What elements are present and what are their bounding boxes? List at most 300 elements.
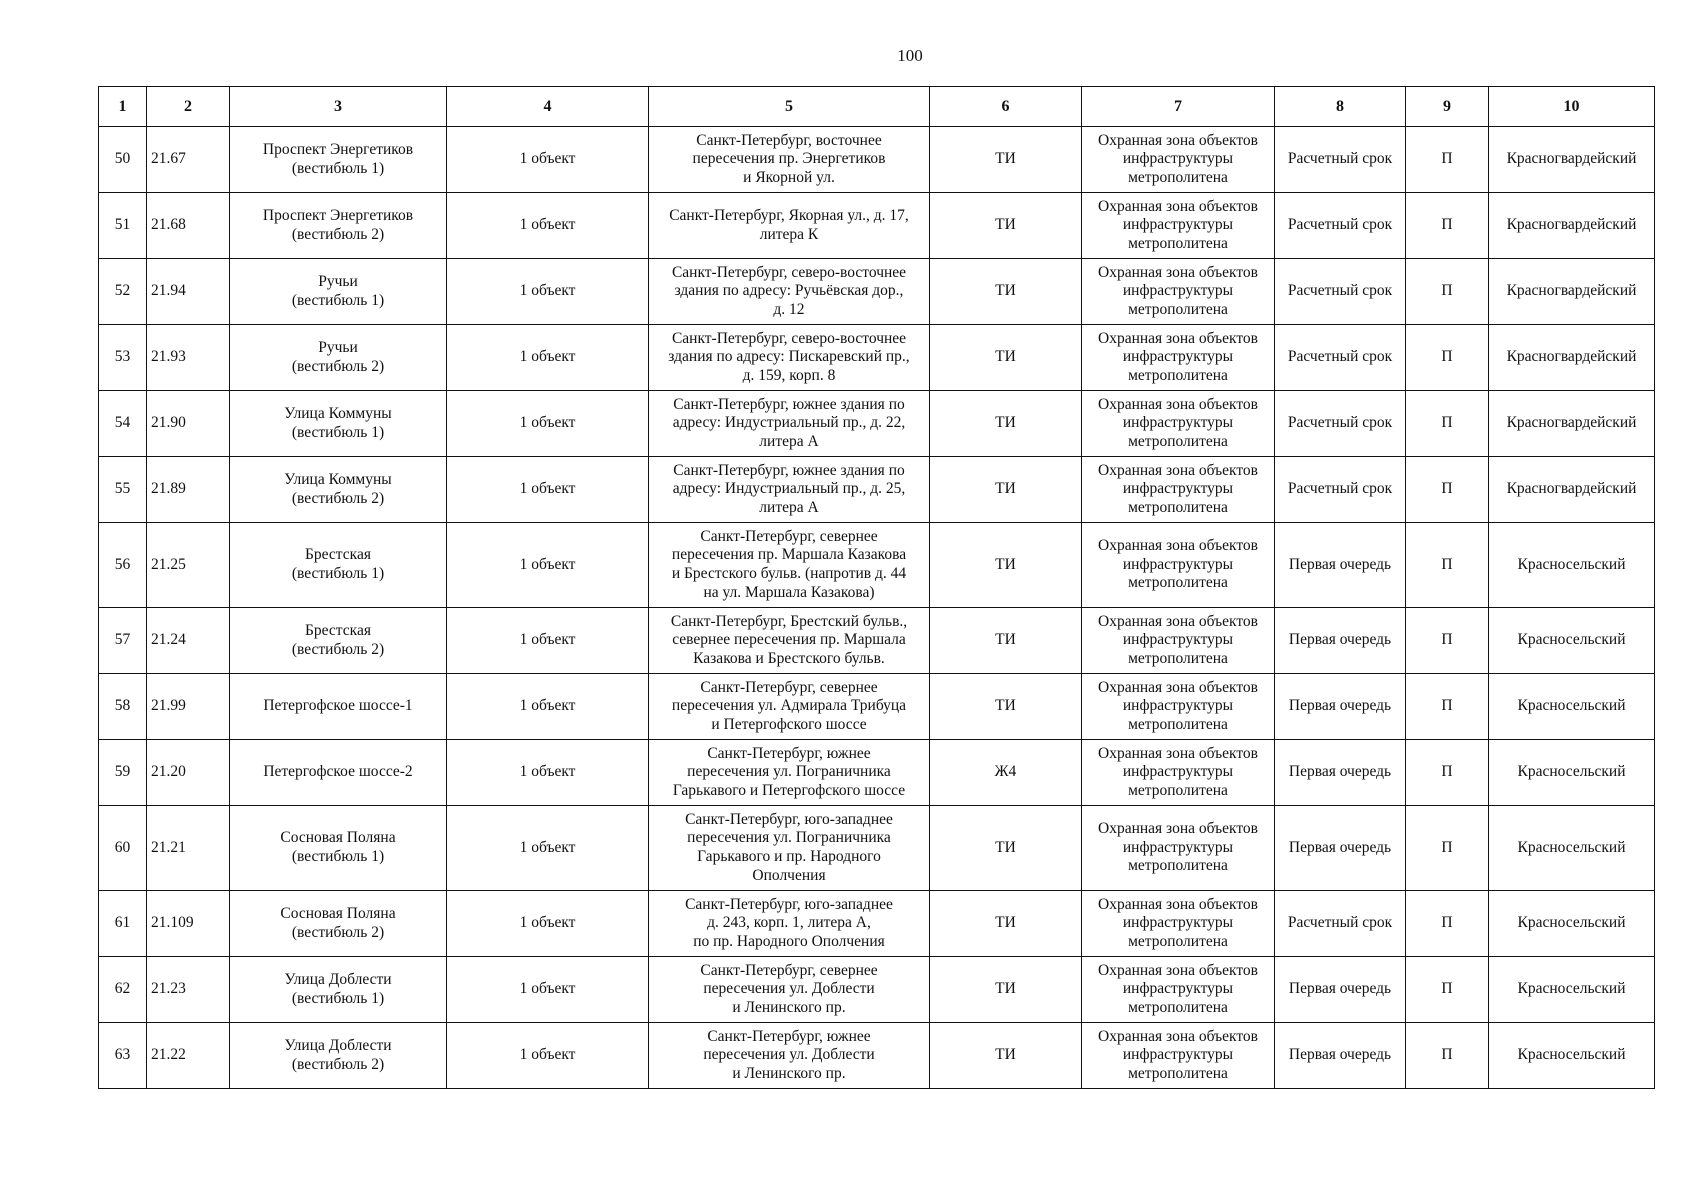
- cell-text: 1 объект: [519, 838, 576, 856]
- cell-text: Красногвардейский: [1506, 480, 1637, 498]
- cell-text: ТИ: [995, 216, 1016, 234]
- district-cell: [1489, 957, 1655, 1023]
- cell-text: 1 объект: [519, 480, 576, 498]
- cell-text: 1 объект: [519, 980, 576, 998]
- restriction-cell: [1082, 740, 1275, 806]
- row-number-cell: [99, 325, 147, 391]
- district-cell: [1489, 127, 1655, 193]
- code-cell: [147, 391, 230, 457]
- object-count-cell: [447, 259, 649, 325]
- cell-text: Охранная зона объектов инфраструктуры метрополитена: [1098, 612, 1258, 667]
- station-name-cell: [230, 891, 447, 957]
- restriction-cell: [1082, 523, 1275, 608]
- district-cell: [1489, 740, 1655, 806]
- cell-text: П: [1441, 216, 1453, 234]
- code-cell: [147, 259, 230, 325]
- table-row: [99, 391, 1655, 457]
- cell-text: П: [1441, 1046, 1453, 1064]
- station-name-cell: [230, 523, 447, 608]
- code-cell: [147, 193, 230, 259]
- object-count-cell: [447, 1023, 649, 1089]
- cell-text: Санкт-Петербург, Брестский бульв., севернее пересечения пр. Маршала Казакова и Брестского бульв.: [670, 612, 908, 667]
- status-cell: [1406, 127, 1489, 193]
- address-cell: [649, 127, 930, 193]
- cell-text: Красносельский: [1517, 763, 1626, 781]
- cell-text: 21.94: [151, 282, 186, 300]
- object-count-cell: [447, 806, 649, 891]
- cell-text: 1 объект: [519, 914, 576, 932]
- row-number-cell: [99, 608, 147, 674]
- zone-cell: [930, 957, 1082, 1023]
- zone-cell: [930, 193, 1082, 259]
- cell-text: П: [1441, 980, 1453, 998]
- code-cell: [147, 457, 230, 523]
- cell-text: 63: [114, 1046, 131, 1064]
- cell-text: Охранная зона объектов инфраструктуры метрополитена: [1098, 131, 1258, 186]
- cell-text: 1 объект: [519, 697, 576, 715]
- term-cell: [1275, 891, 1406, 957]
- column-header: 7: [1082, 87, 1275, 127]
- column-header: 1: [99, 87, 147, 127]
- term-cell: [1275, 193, 1406, 259]
- restriction-cell: [1082, 457, 1275, 523]
- station-name-cell: [230, 325, 447, 391]
- code-cell: [147, 806, 230, 891]
- cell-text: Красногвардейский: [1506, 282, 1637, 300]
- cell-text: Красногвардейский: [1506, 348, 1637, 366]
- cell-text: 56: [114, 555, 131, 573]
- cell-text: 58: [114, 697, 131, 715]
- cell-text: 1 объект: [519, 414, 576, 432]
- cell-text: Охранная зона объектов инфраструктуры метрополитена: [1098, 329, 1258, 384]
- restriction-cell: [1082, 674, 1275, 740]
- cell-text: Первая очередь: [1288, 763, 1392, 781]
- row-number-cell: [99, 391, 147, 457]
- zone-cell: [930, 457, 1082, 523]
- station-name-cell: [230, 259, 447, 325]
- zone-cell: [930, 674, 1082, 740]
- status-cell: [1406, 608, 1489, 674]
- cell-text: Первая очередь: [1288, 697, 1392, 715]
- cell-text: Расчетный срок: [1287, 414, 1393, 432]
- cell-text: Красносельский: [1517, 838, 1626, 856]
- cell-text: Красносельский: [1517, 1046, 1626, 1064]
- zone-cell: [930, 1023, 1082, 1089]
- column-header: 3: [230, 87, 447, 127]
- cell-text: П: [1441, 348, 1453, 366]
- cell-text: Охранная зона объектов инфраструктуры метрополитена: [1098, 744, 1258, 799]
- term-cell: [1275, 391, 1406, 457]
- restriction-cell: [1082, 957, 1275, 1023]
- cell-text: Санкт-Петербург, южнее здания по адресу: Индустриальный пр., д. 22, литера А: [672, 395, 906, 450]
- status-cell: [1406, 325, 1489, 391]
- address-cell: [649, 806, 930, 891]
- column-header: 10: [1489, 87, 1655, 127]
- cell-text: Первая очередь: [1288, 631, 1392, 649]
- cell-text: ТИ: [995, 631, 1016, 649]
- district-cell: [1489, 193, 1655, 259]
- cell-text: 21.99: [151, 697, 186, 715]
- status-cell: [1406, 259, 1489, 325]
- cell-text: Охранная зона объектов инфраструктуры метрополитена: [1098, 537, 1258, 592]
- row-number-cell: [99, 193, 147, 259]
- cell-text: 1 объект: [519, 282, 576, 300]
- address-cell: [649, 1023, 930, 1089]
- cell-text: Улица Доблести (вестибюль 1): [284, 970, 392, 1007]
- code-cell: [147, 523, 230, 608]
- cell-text: 51: [114, 216, 131, 234]
- term-cell: [1275, 608, 1406, 674]
- cell-text: Расчетный срок: [1287, 348, 1393, 366]
- cell-text: Санкт-Петербург, юго-западнее д. 243, корп. 1, литера А, по пр. Народного Ополчения: [685, 895, 893, 950]
- cell-text: 57: [114, 631, 131, 649]
- table-body: [99, 127, 1655, 1089]
- cell-text: ТИ: [995, 480, 1016, 498]
- zone-cell: [930, 325, 1082, 391]
- table-row: [99, 325, 1655, 391]
- code-cell: [147, 325, 230, 391]
- object-count-cell: [447, 740, 649, 806]
- district-cell: [1489, 325, 1655, 391]
- cell-text: Улица Доблести (вестибюль 2): [284, 1036, 392, 1073]
- code-cell: [147, 891, 230, 957]
- cell-text: Проспект Энергетиков (вестибюль 2): [262, 206, 414, 243]
- address-cell: [649, 740, 930, 806]
- status-cell: [1406, 806, 1489, 891]
- cell-text: 21.22: [151, 1046, 186, 1064]
- station-name-cell: [230, 608, 447, 674]
- column-header: 8: [1275, 87, 1406, 127]
- address-cell: [649, 957, 930, 1023]
- district-cell: [1489, 1023, 1655, 1089]
- cell-text: Санкт-Петербург, южнее пересечения ул. Пограничника Гарькавого и Петергофского шоссе: [672, 744, 906, 799]
- cell-text: Санкт-Петербург, севернее пересечения ул. Доблести и Ленинского пр.: [700, 961, 878, 1016]
- cell-text: П: [1441, 414, 1453, 432]
- cell-text: ТИ: [995, 348, 1016, 366]
- restriction-cell: [1082, 806, 1275, 891]
- cell-text: Красногвардейский: [1506, 150, 1637, 168]
- row-number-cell: [99, 740, 147, 806]
- row-number-cell: [99, 457, 147, 523]
- cell-text: Красносельский: [1517, 555, 1626, 573]
- cell-text: П: [1441, 763, 1453, 781]
- cell-text: 62: [114, 980, 131, 998]
- object-count-cell: [447, 457, 649, 523]
- zone-cell: [930, 740, 1082, 806]
- cell-text: 21.93: [151, 348, 186, 366]
- cell-text: 1 объект: [519, 555, 576, 573]
- status-cell: [1406, 523, 1489, 608]
- column-header: 9: [1406, 87, 1489, 127]
- term-cell: [1275, 740, 1406, 806]
- page-number: 100: [897, 46, 923, 65]
- restriction-cell: [1082, 193, 1275, 259]
- station-name-cell: [230, 391, 447, 457]
- zone-cell: [930, 806, 1082, 891]
- cell-text: ТИ: [995, 980, 1016, 998]
- object-count-cell: [447, 325, 649, 391]
- cell-text: Красносельский: [1517, 914, 1626, 932]
- cell-text: ТИ: [995, 914, 1016, 932]
- cell-text: Расчетный срок: [1287, 480, 1393, 498]
- term-cell: [1275, 674, 1406, 740]
- object-count-cell: [447, 608, 649, 674]
- cell-text: Санкт-Петербург, северо-восточнее здания по адресу: Пискаревский пр., д. 159, корп. 8: [668, 329, 910, 384]
- column-header: 4: [447, 87, 649, 127]
- column-header: 6: [930, 87, 1082, 127]
- cell-text: 50: [114, 150, 131, 168]
- status-cell: [1406, 1023, 1489, 1089]
- station-name-cell: [230, 674, 447, 740]
- cell-text: П: [1441, 555, 1453, 573]
- object-count-cell: [447, 891, 649, 957]
- station-name-cell: [230, 740, 447, 806]
- cell-text: Охранная зона объектов инфраструктуры метрополитена: [1098, 895, 1258, 950]
- cell-text: Красногвардейский: [1506, 216, 1637, 234]
- cell-text: 1 объект: [519, 216, 576, 234]
- cell-text: Первая очередь: [1288, 980, 1392, 998]
- zone-cell: [930, 127, 1082, 193]
- zone-cell: [930, 523, 1082, 608]
- cell-text: Проспект Энергетиков (вестибюль 1): [262, 140, 414, 177]
- table-row: [99, 806, 1655, 891]
- address-cell: [649, 523, 930, 608]
- cell-text: Красносельский: [1517, 631, 1626, 649]
- cell-text: 1 объект: [519, 1046, 576, 1064]
- station-name-cell: [230, 806, 447, 891]
- cell-text: Санкт-Петербург, восточнее пересечения пр. Энергетиков и Якорной ул.: [692, 131, 886, 186]
- registry-table: [98, 86, 1655, 1089]
- table-row: [99, 608, 1655, 674]
- cell-text: 21.89: [151, 480, 186, 498]
- cell-text: Санкт-Петербург, северо-восточнее здания по адресу: Ручьёвская дор., д. 12: [671, 263, 907, 318]
- cell-text: Первая очередь: [1288, 838, 1392, 856]
- term-cell: [1275, 1023, 1406, 1089]
- cell-text: Санкт-Петербург, южнее здания по адресу: Индустриальный пр., д. 25, литера А: [672, 461, 906, 516]
- cell-text: 21.90: [151, 414, 186, 432]
- cell-text: Охранная зона объектов инфраструктуры метрополитена: [1098, 961, 1258, 1016]
- status-cell: [1406, 193, 1489, 259]
- cell-text: П: [1441, 480, 1453, 498]
- cell-text: Охранная зона объектов инфраструктуры метрополитена: [1098, 263, 1258, 318]
- cell-text: 52: [114, 282, 131, 300]
- cell-text: Сосновая Поляна (вестибюль 1): [280, 829, 396, 865]
- row-number-cell: [99, 891, 147, 957]
- restriction-cell: [1082, 608, 1275, 674]
- cell-text: ТИ: [995, 838, 1016, 856]
- cell-text: Брестская (вестибюль 2): [291, 621, 385, 658]
- cell-text: Первая очередь: [1288, 555, 1392, 573]
- cell-text: 61: [114, 914, 131, 932]
- table-row: [99, 957, 1655, 1023]
- status-cell: [1406, 674, 1489, 740]
- header-row: [99, 87, 1655, 127]
- table-row: [99, 193, 1655, 259]
- object-count-cell: [447, 193, 649, 259]
- cell-text: Охранная зона объектов инфраструктуры метрополитена: [1098, 197, 1258, 252]
- cell-text: 59: [114, 763, 131, 781]
- cell-text: Охранная зона объектов инфраструктуры метрополитена: [1098, 461, 1258, 516]
- cell-text: ТИ: [995, 414, 1016, 432]
- cell-text: Сосновая Поляна (вестибюль 2): [280, 904, 396, 941]
- term-cell: [1275, 127, 1406, 193]
- cell-text: Красногвардейский: [1506, 414, 1637, 432]
- row-number-cell: [99, 674, 147, 740]
- cell-text: 53: [114, 348, 131, 366]
- cell-text: Петергофское шоссе-1: [263, 697, 413, 715]
- row-number-cell: [99, 957, 147, 1023]
- object-count-cell: [447, 127, 649, 193]
- table-row: [99, 674, 1655, 740]
- zone-cell: [930, 891, 1082, 957]
- restriction-cell: [1082, 127, 1275, 193]
- cell-text: 55: [114, 480, 131, 498]
- cell-text: П: [1441, 631, 1453, 649]
- address-cell: [649, 674, 930, 740]
- table-row: [99, 740, 1655, 806]
- cell-text: 21.67: [151, 150, 186, 168]
- code-cell: [147, 1023, 230, 1089]
- term-cell: [1275, 523, 1406, 608]
- district-cell: [1489, 674, 1655, 740]
- cell-text: Санкт-Петербург, южнее пересечения ул. Доблести и Ленинского пр.: [703, 1027, 875, 1082]
- term-cell: [1275, 957, 1406, 1023]
- cell-text: 60: [114, 838, 131, 856]
- restriction-cell: [1082, 259, 1275, 325]
- address-cell: [649, 891, 930, 957]
- cell-text: ТИ: [995, 282, 1016, 300]
- row-number-cell: [99, 1023, 147, 1089]
- restriction-cell: [1082, 391, 1275, 457]
- address-cell: [649, 391, 930, 457]
- cell-text: 21.109: [151, 914, 194, 932]
- cell-text: 21.25: [151, 555, 186, 573]
- table-row: [99, 127, 1655, 193]
- cell-text: Охранная зона объектов инфраструктуры метрополитена: [1098, 820, 1258, 875]
- cell-text: Расчетный срок: [1287, 914, 1393, 932]
- cell-text: П: [1441, 697, 1453, 715]
- table-row: [99, 259, 1655, 325]
- cell-text: Санкт-Петербург, севернее пересечения ул. Адмирала Трибуца и Петергофского шоссе: [671, 678, 907, 733]
- code-cell: [147, 957, 230, 1023]
- cell-text: Охранная зона объектов инфраструктуры метрополитена: [1098, 395, 1258, 450]
- station-name-cell: [230, 1023, 447, 1089]
- restriction-cell: [1082, 325, 1275, 391]
- cell-text: 1 объект: [519, 763, 576, 781]
- cell-text: 21.20: [151, 763, 186, 781]
- address-cell: [649, 457, 930, 523]
- district-cell: [1489, 891, 1655, 957]
- term-cell: [1275, 806, 1406, 891]
- code-cell: [147, 740, 230, 806]
- cell-text: П: [1441, 282, 1453, 300]
- cell-text: Ручьи (вестибюль 2): [291, 338, 385, 375]
- station-name-cell: [230, 957, 447, 1023]
- cell-text: 21.68: [151, 216, 186, 234]
- cell-text: П: [1441, 838, 1453, 856]
- code-cell: [147, 674, 230, 740]
- cell-text: 54: [114, 414, 131, 432]
- cell-text: Расчетный срок: [1287, 216, 1393, 234]
- cell-text: Красносельский: [1517, 980, 1626, 998]
- object-count-cell: [447, 957, 649, 1023]
- district-cell: [1489, 457, 1655, 523]
- zone-cell: [930, 608, 1082, 674]
- row-number-cell: [99, 127, 147, 193]
- cell-text: 21.21: [151, 838, 186, 856]
- station-name-cell: [230, 127, 447, 193]
- table-row: [99, 523, 1655, 608]
- address-cell: [649, 325, 930, 391]
- district-cell: [1489, 523, 1655, 608]
- term-cell: [1275, 325, 1406, 391]
- cell-text: ТИ: [995, 555, 1016, 573]
- cell-text: Расчетный срок: [1287, 150, 1393, 168]
- restriction-cell: [1082, 1023, 1275, 1089]
- term-cell: [1275, 259, 1406, 325]
- cell-text: П: [1441, 914, 1453, 932]
- station-name-cell: [230, 457, 447, 523]
- table-row: [99, 1023, 1655, 1089]
- table-row: [99, 457, 1655, 523]
- cell-text: Брестская (вестибюль 1): [291, 546, 385, 582]
- code-cell: [147, 127, 230, 193]
- station-name-cell: [230, 193, 447, 259]
- restriction-cell: [1082, 891, 1275, 957]
- address-cell: [649, 608, 930, 674]
- address-cell: [649, 193, 930, 259]
- status-cell: [1406, 457, 1489, 523]
- cell-text: Санкт-Петербург, юго-западнее пересечения ул. Пограничника Гарькавого и пр. Народного Ополчения: [685, 810, 893, 884]
- cell-text: Расчетный срок: [1287, 282, 1393, 300]
- cell-text: Охранная зона объектов инфраструктуры метрополитена: [1098, 678, 1258, 733]
- object-count-cell: [447, 523, 649, 608]
- address-cell: [649, 259, 930, 325]
- term-cell: [1275, 457, 1406, 523]
- object-count-cell: [447, 391, 649, 457]
- row-number-cell: [99, 806, 147, 891]
- cell-text: Петергофское шоссе-2: [263, 763, 413, 781]
- cell-text: ТИ: [995, 1046, 1016, 1064]
- district-cell: [1489, 608, 1655, 674]
- status-cell: [1406, 891, 1489, 957]
- cell-text: Санкт-Петербург, севернее пересечения пр. Маршала Казакова и Брестского бульв. (напротив д. 44 на ул. Маршала Казакова): [671, 527, 907, 601]
- cell-text: ТИ: [995, 150, 1016, 168]
- cell-text: 1 объект: [519, 150, 576, 168]
- row-number-cell: [99, 523, 147, 608]
- cell-text: Охранная зона объектов инфраструктуры метрополитена: [1098, 1027, 1258, 1082]
- column-header: 2: [147, 87, 230, 127]
- cell-text: ТИ: [995, 697, 1016, 715]
- cell-text: 21.23: [151, 980, 186, 998]
- cell-text: 21.24: [151, 631, 186, 649]
- table-row: [99, 891, 1655, 957]
- row-number-cell: [99, 259, 147, 325]
- cell-text: Ручьи (вестибюль 1): [291, 272, 385, 309]
- cell-text: Красносельский: [1517, 697, 1626, 715]
- district-cell: [1489, 806, 1655, 891]
- cell-text: Улица Коммуны (вестибюль 2): [284, 470, 392, 507]
- status-cell: [1406, 391, 1489, 457]
- status-cell: [1406, 957, 1489, 1023]
- district-cell: [1489, 259, 1655, 325]
- code-cell: [147, 608, 230, 674]
- status-cell: [1406, 740, 1489, 806]
- column-header: 5: [649, 87, 930, 127]
- zone-cell: [930, 259, 1082, 325]
- cell-text: П: [1441, 150, 1453, 168]
- district-cell: [1489, 391, 1655, 457]
